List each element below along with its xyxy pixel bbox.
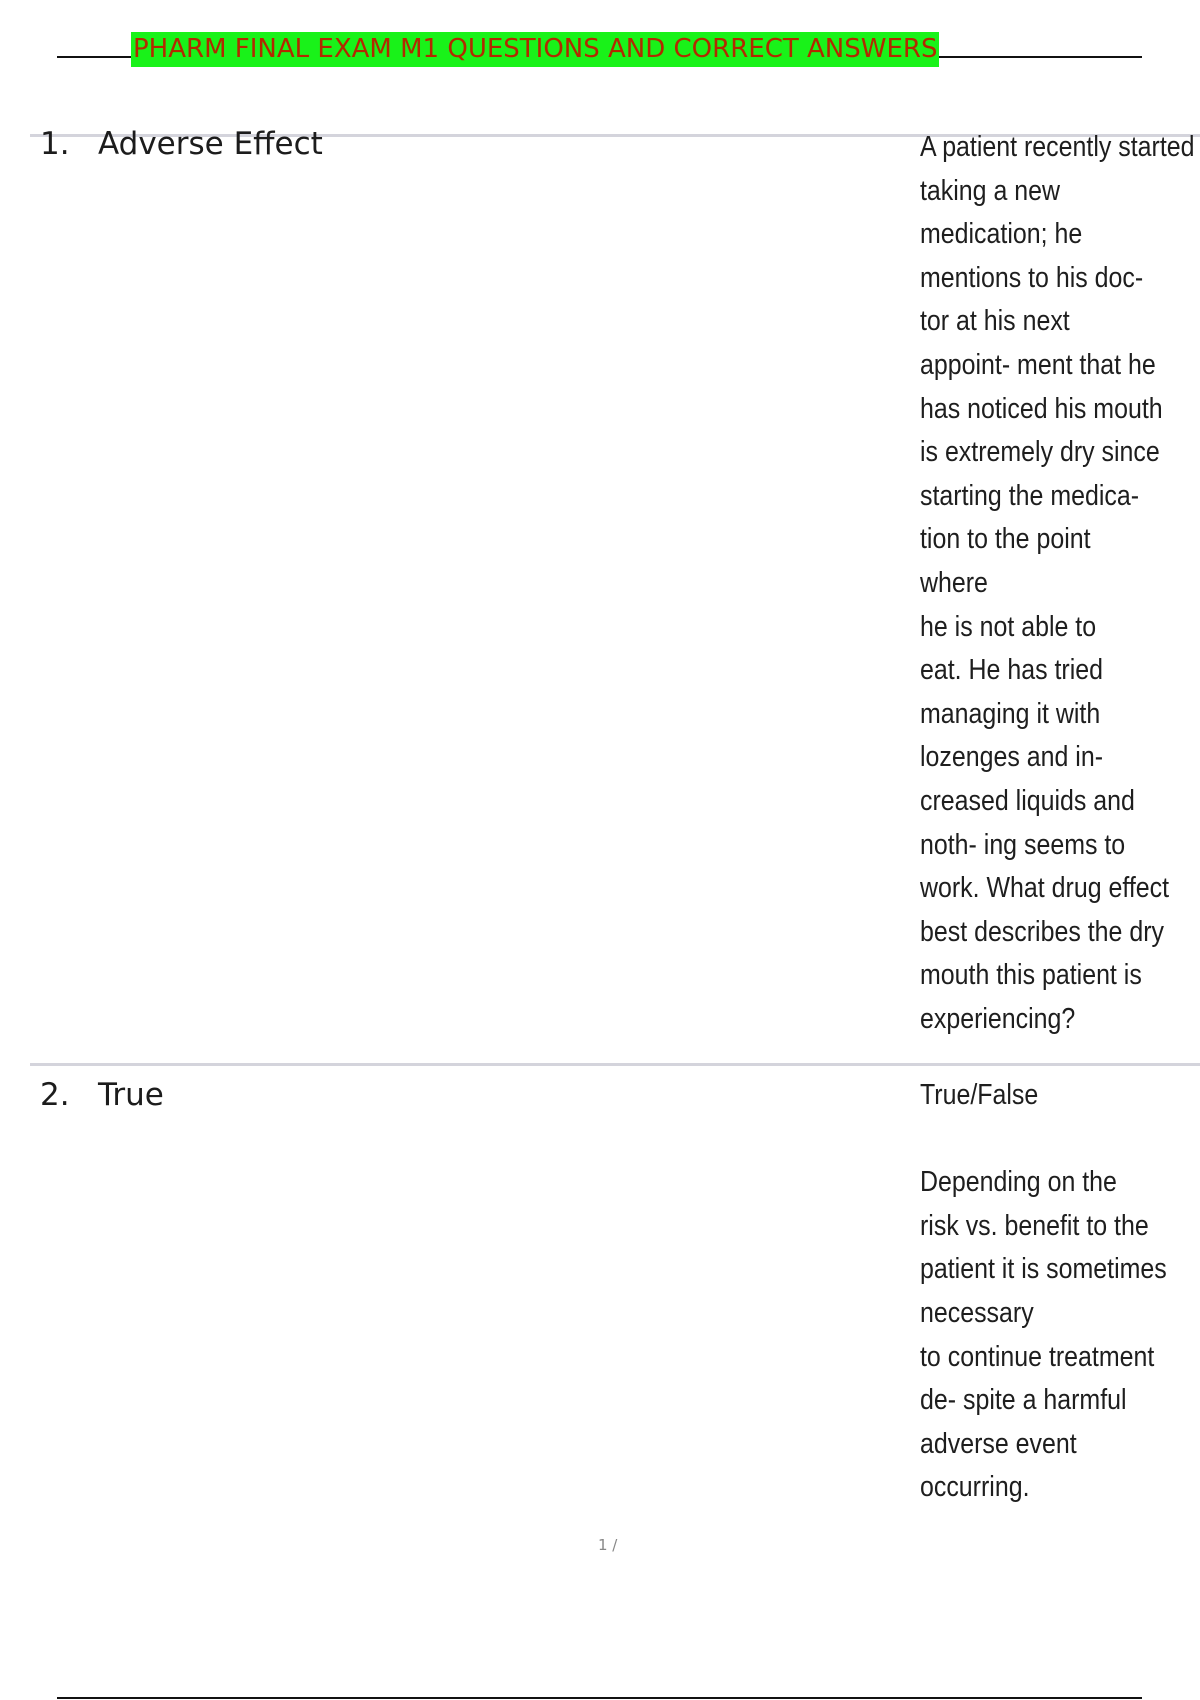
answer-line: appoint- ment that he	[920, 348, 1156, 381]
item-2-term-text: True	[98, 1077, 164, 1113]
item-1-answer	[920, 126, 1195, 1041]
answer-line: creased liquids and	[920, 784, 1135, 817]
answer-line: True/False	[920, 1079, 1039, 1111]
answer-line: de- spite a harmful	[920, 1384, 1127, 1417]
answer-line: tion to the point	[920, 523, 1091, 556]
answer-line: he is not able to	[920, 610, 1097, 643]
answer-line: where	[920, 566, 988, 599]
item-1-term	[40, 126, 323, 162]
answer-line: Depending on the	[920, 1166, 1117, 1199]
answer-line: occurring.	[920, 1471, 1030, 1504]
answer-line: patient it is sometimes	[920, 1253, 1167, 1286]
answer-line: taking a new	[920, 174, 1061, 207]
answer-line: managing it with	[920, 697, 1101, 730]
document-title: PHARM FINAL EXAM M1 QUESTIONS AND CORRECT ANSWERS	[131, 32, 939, 67]
footer-rule	[57, 1697, 1142, 1699]
answer-line: mouth this patient is	[920, 959, 1142, 992]
answer-blank-line	[920, 1118, 1161, 1162]
page-number: 1 /	[598, 1536, 618, 1554]
answer-line: A patient recently started	[920, 131, 1195, 163]
answer-line: work. What drug effect	[920, 872, 1170, 905]
answer-line: best describes the dry	[920, 915, 1164, 948]
answer-line: adverse event	[920, 1427, 1077, 1460]
answer-line: lozenges and in-	[920, 741, 1104, 774]
item-2-answer	[920, 1074, 1167, 1510]
answer-line: noth- ing seems to	[920, 828, 1126, 861]
item-2-number: 2.	[40, 1077, 70, 1113]
answer-line: starting the medica-	[920, 479, 1140, 512]
answer-line: has noticed his mouth	[920, 392, 1163, 425]
answer-line: experiencing?	[920, 1002, 1076, 1035]
answer-line: mentions to his doc-	[920, 261, 1144, 294]
item-2-term	[40, 1077, 164, 1113]
answer-line: medication; he	[920, 218, 1083, 251]
answer-line: necessary	[920, 1296, 1034, 1329]
item-1-number: 1.	[40, 126, 70, 162]
answer-line: to continue treatment	[920, 1340, 1155, 1373]
row-divider	[30, 1063, 1200, 1066]
answer-line: tor at his next	[920, 305, 1070, 338]
answer-line: eat. He has tried	[920, 654, 1104, 687]
item-1-term-text: Adverse Effect	[98, 126, 323, 162]
answer-line: risk vs. benefit to the	[920, 1209, 1149, 1242]
answer-line: is extremely dry since	[920, 436, 1160, 469]
